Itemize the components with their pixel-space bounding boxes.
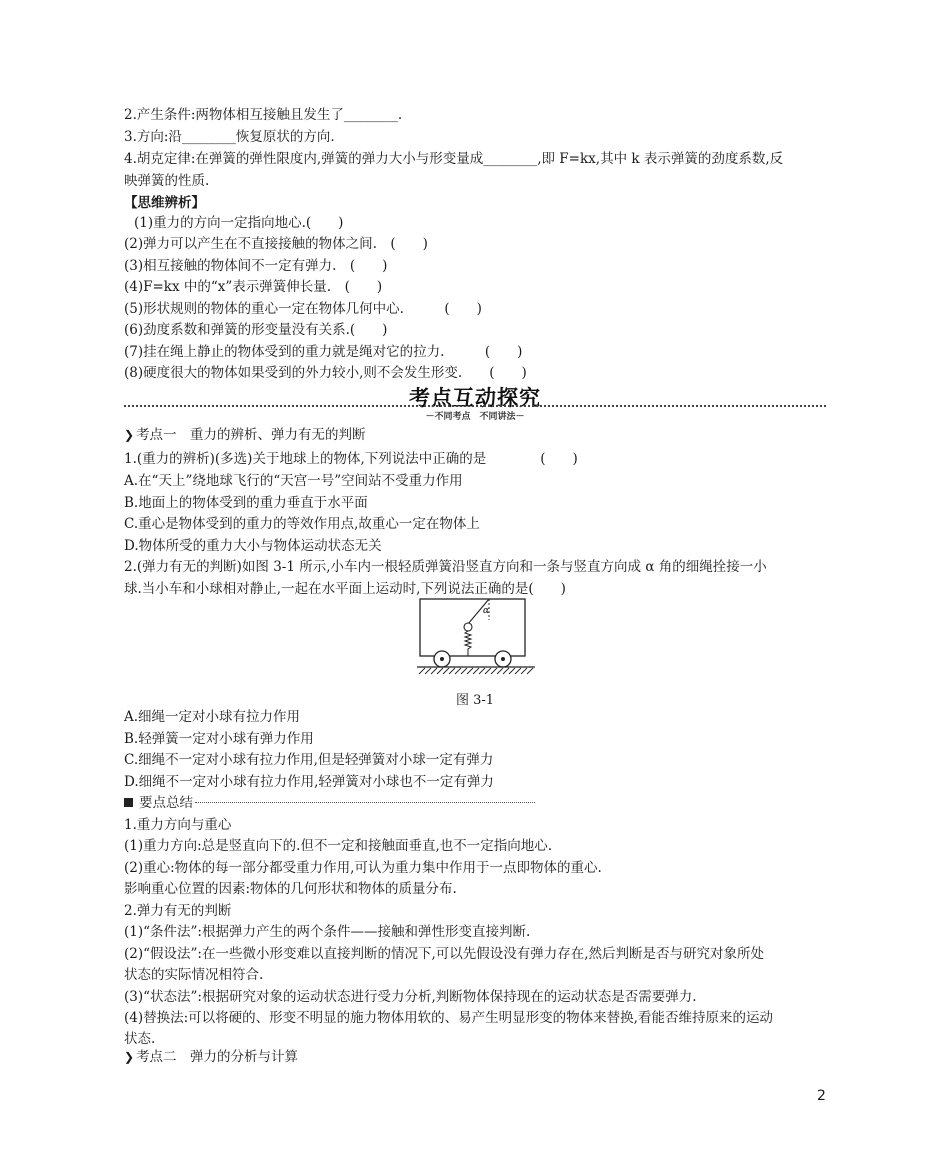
- option-a: A.细绳一定对小球有拉力作用: [124, 709, 301, 725]
- cart-figure: [405, 596, 545, 682]
- option-d: D.细绳不一定对小球有拉力作用,轻弹簧对小球也不一定有弹力: [124, 774, 494, 790]
- question-text: 球.当小车和小球相对静止,一起在水平面上运动时,下列说法正确的是( ): [124, 581, 566, 597]
- summary-heading: 要点总结: [124, 793, 535, 813]
- judge-item: (5)形状规则的物体的重心一定在物体几何中心. ( ): [124, 301, 482, 317]
- summary-line: (2)“假设法”:在一些微小形变难以直接判断的情况下,可以先假设没有弹力存在,然后判断是否与研究对象所处: [124, 946, 765, 962]
- text-line: 映弹簧的性质.: [124, 173, 210, 189]
- text-line: 3.方向:沿________恢复原状的方向.: [124, 129, 335, 145]
- dotted-divider: [124, 405, 826, 407]
- ball: [464, 623, 472, 631]
- judge-item: (8)硬度很大的物体如果受到的外力较小,则不会发生形变. ( ): [124, 365, 527, 381]
- summary-line: (4)替换法:可以将硬的、形变不明显的施力物体用软的、易产生明显形变的物体来替换,看能否维持原来的运动: [124, 1010, 773, 1026]
- topic-heading-2: ❯ 考点二 弹力的分析与计算: [124, 1049, 299, 1065]
- summary-line: (2)重心:物体的每一部分都受重力作用,可认为重力集中作用于一点即物体的重心.: [124, 860, 602, 876]
- option-c: C.细绳不一定对小球有拉力作用,但是轻弹簧对小球一定有弹力: [124, 752, 494, 768]
- section-label: 【思维辨析】: [124, 195, 205, 211]
- section-subtitle: －不同考点 不同讲法－: [425, 412, 525, 422]
- play-bullet-icon: ❯: [124, 1050, 135, 1064]
- topic-heading-1: ❯ 考点一 重力的辨析、弹力有无的判断: [124, 427, 366, 443]
- summary-line: (1)重力方向:总是竖直向下的.但不一定和接触面垂直,也不一定指向地心.: [124, 838, 553, 854]
- option-a: A.在“天上”绕地球飞行的“天宫一号”空间站不受重力作用: [124, 473, 463, 489]
- option-c: C.重心是物体受到的重力的等效作用点,故重心一定在物体上: [124, 516, 480, 532]
- summary-line: (3)“状态法”:根据研究对象的运动状态进行受力分析,判断物体保持现在的运动状态是否需要弹力.: [124, 989, 697, 1005]
- angle-label: α: [483, 606, 490, 616]
- judge-item: (3)相互接触的物体间不一定有弹力. ( ): [124, 258, 388, 274]
- summary-line: (1)“条件法”:根据弹力产生的两个条件——接触和弹性形变直接判断.: [124, 924, 531, 940]
- summary-line: 影响重心位置的因素:物体的几何形状和物体的质量分布.: [124, 881, 457, 897]
- text-line: 2.产生条件:两物体相互接触且发生了________.: [124, 107, 403, 123]
- summary-line: 2.弹力有无的判断: [124, 903, 232, 919]
- page-number: 2: [817, 1088, 826, 1104]
- dotted-leader: [195, 802, 535, 803]
- option-b: B.轻弹簧一定对小球有弹力作用: [124, 731, 314, 747]
- summary-line: 状态.: [124, 1031, 156, 1047]
- option-b: B.地面上的物体受到的重力垂直于水平面: [124, 495, 368, 511]
- section-title: 考点互动探究: [409, 386, 541, 410]
- judge-item: (2)弹力可以产生在不直接接触的物体之间. ( ): [124, 236, 428, 252]
- question-text: 2.(弹力有无的判断)如图 3-1 所示,小车内一根轻质弹簧沿竖直方向和一条与竖直方向成 α 角的细绳拴接一小: [124, 559, 767, 575]
- summary-line: 1.重力方向与重心: [124, 817, 232, 833]
- judge-item: (4)F=kx 中的“x”表示弹簧伸长量. ( ): [124, 279, 383, 295]
- spring: [465, 631, 471, 656]
- play-bullet-icon: ❯: [124, 428, 135, 442]
- square-bullet-icon: [124, 798, 133, 807]
- judge-item: (7)挂在绳上静止的物体受到的重力就是绳对它的拉力. ( ): [124, 344, 523, 360]
- text-line: 4.胡克定律:在弹簧的弹性限度内,弹簧的弹力大小与形变量成________,即 F=kx,其中 k 表示弹簧的劲度系数,反: [124, 151, 784, 167]
- summary-line: 状态的实际情况相符合.: [124, 967, 264, 983]
- figure-caption: 图 3-1: [456, 693, 495, 708]
- option-d: D.物体所受的重力大小与物体运动状态无关: [124, 538, 382, 554]
- judge-item: (6)劲度系数和弹簧的形变量没有关系.( ): [124, 322, 388, 338]
- judge-item: (1)重力的方向一定指向地心.( ): [134, 215, 344, 231]
- question-text: 1.(重力的辨析)(多选)关于地球上的物体,下列说法中正确的是 ( ): [124, 451, 578, 467]
- ground-hatch: [419, 668, 533, 674]
